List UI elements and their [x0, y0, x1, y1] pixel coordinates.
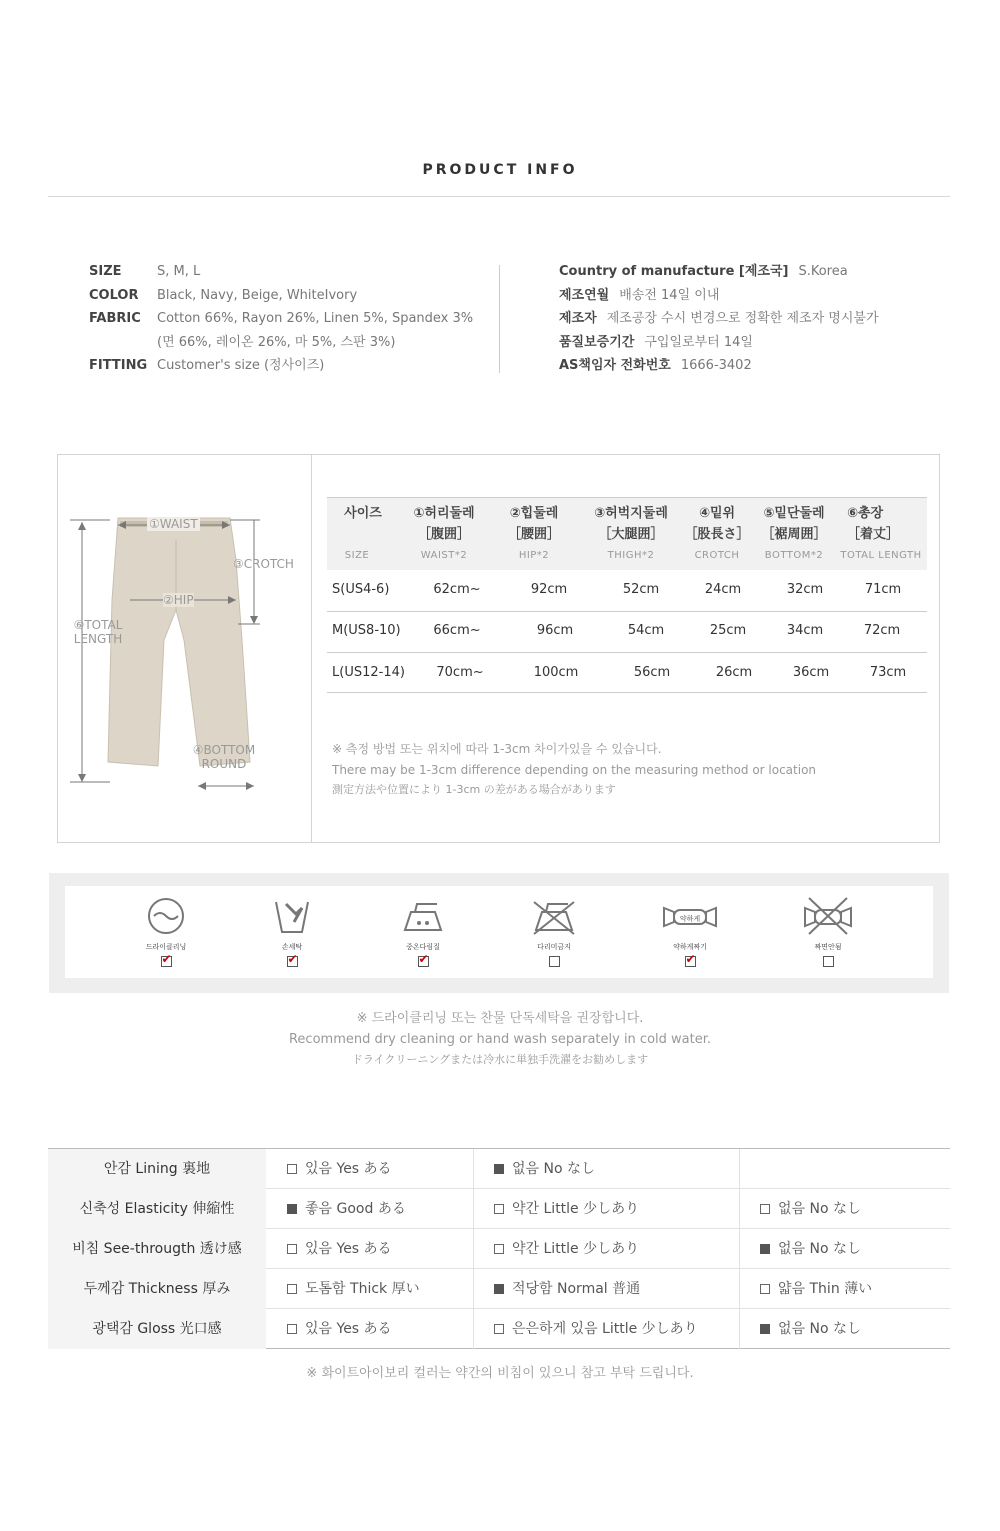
care-item-hand-wash	[252, 896, 332, 971]
col-divider	[739, 1229, 740, 1269]
spec-value: Customer's size (정사이즈)	[157, 358, 325, 373]
spec-key: AS책임자 전화번호	[559, 358, 671, 373]
option-box	[287, 1244, 297, 1254]
bottom-label-line1: ④BOTTOM	[192, 743, 256, 757]
option-text: 도톰함 Thick 厚い	[305, 1281, 420, 1297]
care-checkbox	[685, 956, 696, 967]
col-divider	[739, 1189, 740, 1229]
spec-value: Black, Navy, Beige, WhiteIvory	[157, 287, 358, 303]
attribute-option	[494, 1309, 698, 1349]
attribute-row-thickness	[48, 1269, 950, 1309]
header-kj: ［着丈］	[847, 527, 900, 542]
iron-medium-icon	[401, 896, 445, 936]
spec-key: FITTING	[89, 358, 148, 373]
header-total	[837, 503, 927, 545]
spec-key: 품질보증기간	[559, 334, 635, 350]
dry-clean-icon	[146, 896, 186, 936]
total-label-line2: LENGTH	[73, 632, 123, 646]
spec-row	[89, 307, 489, 331]
care-note-ko: ※ 드라이클리닝 또는 찬물 단독세탁을 권장합니다.	[356, 1011, 644, 1026]
option-box	[494, 1284, 504, 1294]
spec-value: S, M, L	[157, 264, 201, 279]
care-note-ja: ドライクリーニングまたは冷水に単独手洗濯をお勧めします	[351, 1053, 649, 1066]
hip-label: ②HIP	[163, 593, 194, 607]
no-wring-icon	[803, 896, 853, 936]
option-box	[287, 1164, 297, 1174]
care-notes	[0, 1009, 1000, 1071]
attribute-row-lining	[48, 1149, 950, 1189]
care-label: 짜면안됨	[814, 943, 842, 951]
header-kj: ［股長さ］	[684, 527, 750, 542]
pants-diagram	[60, 500, 310, 800]
option-text: 없음 No なし	[778, 1321, 861, 1337]
header-crotch-en: CROTCH	[694, 550, 740, 561]
option-text: 얇음 Thin 薄い	[778, 1281, 873, 1297]
care-label: 중온다림질	[406, 943, 440, 951]
header-hip	[489, 503, 579, 545]
spec-key: Country of manufacture [제조국]	[559, 264, 789, 279]
spec-key: SIZE	[89, 264, 122, 279]
hip-cell: 96cm	[536, 623, 574, 638]
waist-cell: 62cm~	[433, 582, 481, 597]
spec-row	[89, 354, 489, 378]
row-divider	[327, 652, 927, 653]
note-ja: 測定方法や位置により 1-3cm の差がある場合があります	[332, 783, 616, 796]
thigh-cell: 56cm	[633, 665, 671, 680]
option-box	[760, 1324, 770, 1334]
option-box	[760, 1204, 770, 1214]
note-ko: ※ 측정 방법 또는 위치에 따라 1-3cm 차이가있을 수 있습니다.	[332, 742, 662, 756]
care-label: 다리미금지	[537, 943, 571, 951]
header-ko: 사이즈	[344, 506, 382, 521]
option-text: 없음 No なし	[512, 1161, 595, 1177]
spec-left	[89, 260, 489, 378]
spec-value: 구입일로부터 14일	[644, 334, 753, 350]
option-box	[494, 1164, 504, 1174]
total-cell: 71cm	[864, 582, 902, 597]
option-box	[494, 1324, 504, 1334]
thigh-cell: 52cm	[622, 582, 660, 597]
care-checkbox	[549, 956, 560, 967]
spec-row	[559, 354, 979, 378]
hip-cell: 92cm	[530, 582, 568, 597]
size-cell: M(US8-10)	[332, 623, 401, 638]
header-ko: ⑤밑단둘레	[763, 506, 825, 521]
option-text: 좋음 Good ある	[305, 1201, 406, 1217]
header-ko: ③허벅지둘레	[594, 506, 668, 521]
spec-value: (면 66%, 레이온 26%, 마 5%, 스판 3%)	[157, 334, 396, 350]
no-iron-icon	[532, 896, 576, 936]
attribute-option	[287, 1269, 420, 1309]
option-text: 없음 No なし	[778, 1201, 861, 1217]
option-box	[760, 1244, 770, 1254]
bottom-round-label	[188, 743, 260, 771]
bottom-label-line2: ROUND	[201, 757, 247, 771]
care-label: 손세탁	[281, 943, 303, 951]
header-size	[327, 503, 399, 524]
bottom-cell: 32cm	[786, 582, 824, 597]
note-en: There may be 1-3cm difference depending on the measuring method or location	[332, 762, 817, 777]
care-note-en: Recommend dry cleaning or hand wash separately in cold water.	[288, 1031, 711, 1047]
spec-value: S.Korea	[798, 264, 848, 279]
spec-key: 제조자	[559, 311, 597, 326]
option-box	[287, 1204, 297, 1214]
row-divider	[327, 692, 927, 693]
header-bottom	[751, 503, 837, 545]
attribute-row-elasticity	[48, 1189, 950, 1229]
care-label: 드라이클리닝	[145, 943, 187, 951]
row-divider	[327, 611, 927, 612]
gentle-wring-icon	[662, 896, 718, 936]
size-chart-divider	[311, 454, 312, 843]
title-divider	[48, 196, 950, 197]
size-table-body	[327, 570, 927, 693]
header-crotch	[683, 503, 751, 545]
header-bottom-en: BOTTOM*2	[764, 550, 824, 561]
thigh-cell: 54cm	[627, 623, 665, 638]
header-kj: ［裾周囲］	[761, 527, 827, 542]
option-box	[287, 1324, 297, 1334]
header-hip-en: HIP*2	[518, 550, 550, 561]
attribute-option	[494, 1149, 595, 1189]
care-checkbox	[287, 956, 298, 967]
spec-row	[559, 284, 979, 308]
option-text: 약간 Little 少しあり	[512, 1241, 640, 1257]
header-size-en: SIZE	[344, 550, 370, 561]
size-table-header-cells	[327, 497, 927, 570]
attribute-option	[760, 1269, 872, 1309]
svg-text:약하게: 약하게	[679, 915, 701, 923]
header-thigh-en: THIGH*2	[607, 550, 655, 561]
total-label-line1: ⑥TOTAL	[73, 618, 123, 632]
spec-value: 배송전 14일 이내	[619, 287, 720, 303]
col-divider	[473, 1269, 474, 1309]
hand-wash-icon	[272, 896, 312, 936]
crotch-label: ③CROTCH	[233, 557, 294, 571]
waist-cell: 70cm~	[436, 665, 484, 680]
measurement-note	[332, 739, 932, 801]
spec-value: 제조공장 수시 변경으로 정확한 제조자 명시불가	[606, 311, 879, 326]
col-divider	[739, 1309, 740, 1349]
spec-value: Cotton 66%, Rayon 26%, Linen 5%, Spandex 3%	[157, 311, 474, 326]
spec-key: 제조연월	[559, 287, 610, 303]
option-box	[760, 1284, 770, 1294]
attribute-label: 비침 See-througth 透け感	[48, 1229, 266, 1269]
col-divider	[473, 1229, 474, 1269]
attribute-label: 신축성 Elasticity 伸縮性	[48, 1189, 266, 1229]
option-box	[287, 1284, 297, 1294]
option-text: 있음 Yes ある	[305, 1161, 392, 1177]
footer-note: ※ 화이트아이보리 컬러는 약간의 비침이 있으니 참고 부탁 드립니다.	[306, 1366, 694, 1381]
header-ko: ①허리둘레	[413, 506, 475, 521]
option-text: 약간 Little 少しあり	[512, 1201, 640, 1217]
page-title: PRODUCT INFO	[422, 162, 578, 178]
total-cell: 72cm	[863, 623, 901, 638]
waist-cell: 66cm~	[433, 623, 481, 638]
col-divider	[473, 1189, 474, 1229]
header-kj: ［腰囲］	[507, 527, 560, 542]
crotch-cell: 25cm	[709, 623, 747, 638]
bottom-cell: 34cm	[786, 623, 824, 638]
spec-row	[559, 307, 979, 331]
attribute-option	[760, 1229, 861, 1269]
option-text: 없음 No なし	[778, 1241, 861, 1257]
spec-row	[89, 331, 489, 355]
attribute-option	[494, 1269, 640, 1309]
spec-row	[559, 260, 979, 284]
spec-value: 1666-3402	[680, 358, 752, 373]
spec-row	[559, 331, 979, 355]
attribute-option	[760, 1189, 861, 1229]
spec-key: COLOR	[89, 287, 139, 303]
attribute-label: 광택감 Gloss 光口感	[48, 1309, 266, 1349]
care-checkbox	[418, 956, 429, 967]
attribute-label: 두께감 Thickness 厚み	[48, 1269, 266, 1309]
hip-cell: 100cm	[533, 665, 579, 680]
attribute-option	[287, 1229, 392, 1269]
option-text: 적당함 Normal 普通	[512, 1281, 641, 1297]
attribute-option	[287, 1189, 406, 1229]
col-divider	[739, 1149, 740, 1189]
attribute-option	[494, 1189, 639, 1229]
care-checkbox	[823, 956, 834, 967]
header-thigh	[579, 503, 683, 545]
header-ko: ④밑위	[698, 506, 736, 521]
bottom-cell: 36cm	[792, 665, 830, 680]
col-divider	[739, 1269, 740, 1309]
spec-key: FABRIC	[89, 311, 141, 326]
size-cell: L(US12-14)	[332, 665, 405, 680]
care-item-dry-clean	[126, 896, 206, 971]
option-text: 은은하게 있음 Little 少しあり	[512, 1321, 698, 1337]
attribute-label: 안감 Lining 裏地	[48, 1149, 266, 1189]
header-kj: ［腹囲］	[417, 527, 470, 542]
header-ko: ⑥총장	[847, 506, 884, 521]
care-item-iron	[383, 896, 463, 971]
total-length-label	[70, 618, 126, 646]
attribute-option	[494, 1229, 639, 1269]
care-checkbox	[161, 956, 172, 967]
header-kj: ［大腿囲］	[598, 527, 664, 542]
header-ko: ②힙둘레	[509, 506, 559, 521]
total-cell: 73cm	[869, 665, 907, 680]
option-text: 있음 Yes ある	[305, 1241, 392, 1257]
waist-label: ①WAIST	[149, 517, 198, 531]
care-item-no-iron	[514, 896, 594, 971]
option-box	[494, 1204, 504, 1214]
spec-row	[89, 284, 489, 308]
size-cell: S(US4-6)	[332, 582, 390, 597]
option-text: 있음 Yes ある	[305, 1321, 392, 1337]
spec-right	[559, 260, 979, 378]
attribute-option	[760, 1309, 861, 1349]
care-label: 약하게짜기	[673, 943, 707, 951]
option-box	[494, 1244, 504, 1254]
care-item-no-wring	[788, 896, 868, 971]
attribute-option	[287, 1149, 392, 1189]
attribute-row-gloss	[48, 1309, 950, 1349]
attribute-option	[287, 1309, 392, 1349]
col-divider	[473, 1149, 474, 1189]
header-waist-en: WAIST*2	[420, 550, 468, 561]
header-total-en: TOTAL LENGTH	[840, 550, 922, 561]
crotch-cell: 24cm	[704, 582, 742, 597]
attribute-row-see-through	[48, 1229, 950, 1269]
col-divider	[473, 1309, 474, 1349]
care-item-gentle-wring	[650, 896, 730, 971]
crotch-cell: 26cm	[715, 665, 753, 680]
spec-divider	[499, 265, 500, 373]
spec-row	[89, 260, 489, 284]
header-waist	[399, 503, 489, 545]
